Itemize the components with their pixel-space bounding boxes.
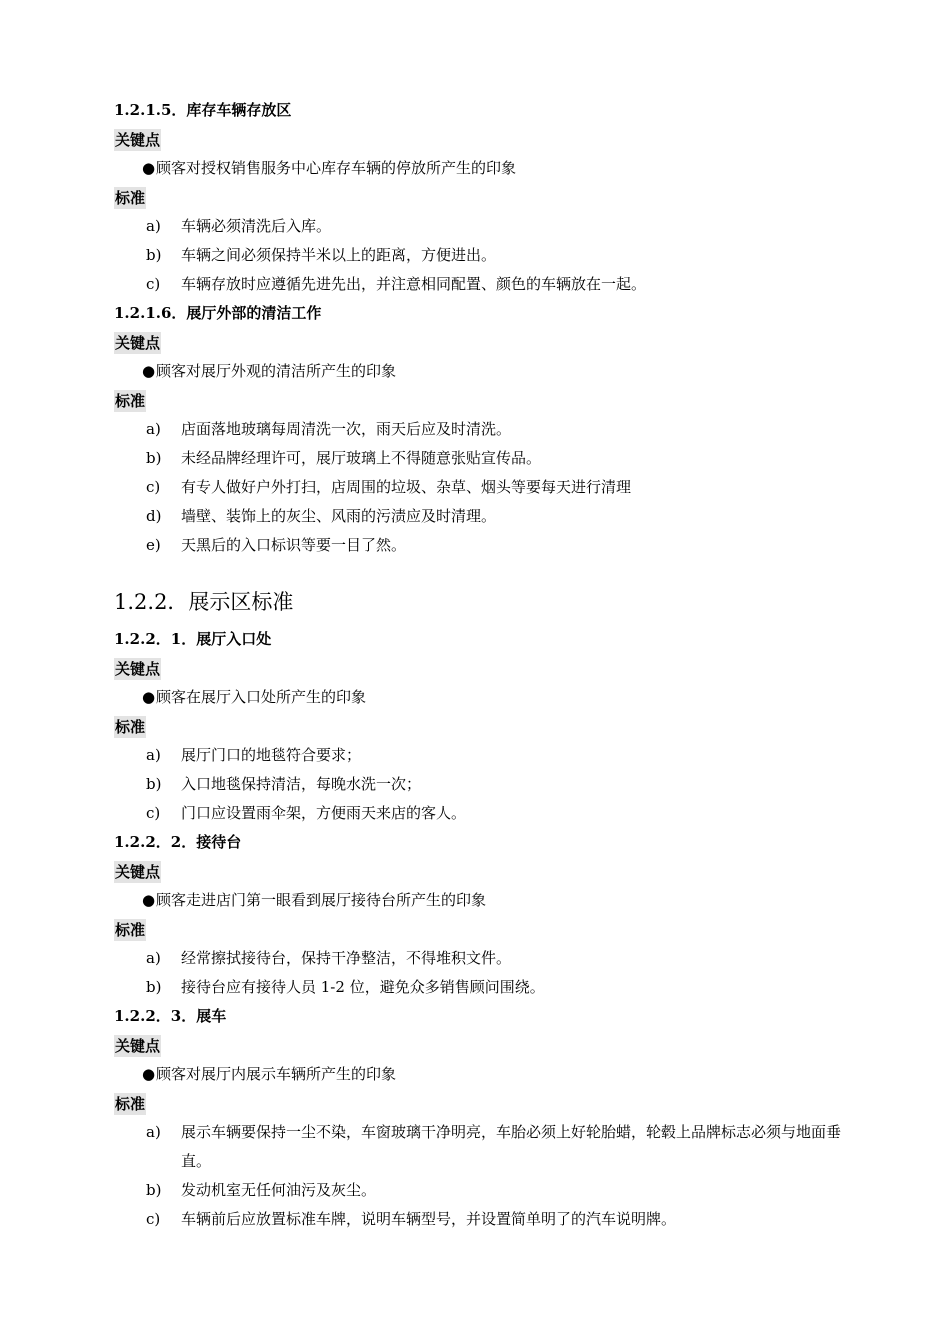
standard-label: 标准 — [115, 920, 146, 939]
standard-item: d) 墙壁、装饰上的灰尘、风雨的污渍应及时清理。 — [146, 507, 497, 525]
key-point-label: 关键点 — [115, 1036, 161, 1055]
section-heading-1223: 1.2.2．3．展车 — [114, 1007, 227, 1025]
key-point-item: ●顾客对展厅内展示车辆所产生的印象 — [114, 1060, 844, 1089]
standard-item: b) 未经品牌经理许可，展厅玻璃上不得随意张贴宣传品。 — [146, 449, 542, 467]
standard-item: a) 车辆必须清洗后入库。 — [146, 217, 332, 235]
standard-item: c) 有专人做好户外打扫，店周围的垃圾、杂草、烟头等要每天进行清理 — [146, 478, 632, 496]
standard-item: b) 发动机室无任何油污及灰尘。 — [146, 1181, 377, 1199]
standard-label: 标准 — [115, 391, 146, 410]
standard-item: a) 店面落地玻璃每周清洗一次，雨天后应及时清洗。 — [146, 420, 512, 438]
standard-label: 标准 — [115, 1094, 146, 1113]
section-heading-1216: 1.2.1.6．展厅外部的清洁工作 — [114, 304, 322, 322]
key-point-item: ●顾客对授权销售服务中心库存车辆的停放所产生的印象 — [114, 154, 844, 183]
standard-item: a) 展示车辆要保持一尘不染，车窗玻璃干净明亮，车胎必须上好轮胎蜡，轮毂上品牌标志必须与地面垂直。 — [146, 1123, 842, 1170]
key-point-item: ●顾客对展厅外观的清洁所产生的印象 — [114, 357, 844, 386]
key-point-label: 关键点 — [115, 659, 161, 678]
standard-item: c) 车辆存放时应遵循先进先出，并注意相同配置、颜色的车辆放在一起。 — [146, 275, 647, 293]
section-heading-1215: 1.2.1.5．库存车辆存放区 — [114, 101, 292, 119]
bullet-icon: ● — [142, 362, 156, 380]
standard-item: a) 经常擦拭接待台，保持干净整洁，不得堆积文件。 — [146, 949, 512, 967]
standard-label: 标准 — [115, 188, 146, 207]
standard-item: e) 天黑后的入口标识等要一目了然。 — [146, 536, 407, 554]
bullet-icon: ● — [142, 891, 156, 909]
standard-item: a) 展厅门口的地毯符合要求； — [146, 746, 362, 764]
section-heading-1222: 1.2.2．2．接待台 — [114, 833, 242, 851]
key-point-item: ●顾客走进店门第一眼看到展厅接待台所产生的印象 — [114, 886, 844, 915]
section-heading-1221: 1.2.2．1．展厅入口处 — [114, 630, 272, 648]
bullet-icon: ● — [142, 688, 156, 706]
standard-item: b) 接待台应有接待人员 1-2 位，避免众多销售顾问围绕。 — [146, 978, 545, 996]
standard-item: c) 车辆前后应放置标准车牌，说明车辆型号，并设置简单明了的汽车说明牌。 — [146, 1210, 677, 1228]
section-heading-122: 1.2.2．展示区标准 — [114, 590, 294, 614]
standard-item: b) 车辆之间必须保持半米以上的距离，方便进出。 — [146, 246, 497, 264]
key-point-item: ●顾客在展厅入口处所产生的印象 — [114, 683, 844, 712]
bullet-icon: ● — [142, 1065, 156, 1083]
key-point-label: 关键点 — [115, 333, 161, 352]
standard-item: b) 入口地毯保持清洁，每晚水洗一次； — [146, 775, 422, 793]
standard-label: 标准 — [115, 717, 146, 736]
document-page — [114, 96, 844, 1234]
key-point-label: 关键点 — [115, 862, 161, 881]
bullet-icon: ● — [142, 159, 156, 177]
standard-item: c) 门口应设置雨伞架，方便雨天来店的客人。 — [146, 804, 467, 822]
key-point-label: 关键点 — [115, 130, 161, 149]
